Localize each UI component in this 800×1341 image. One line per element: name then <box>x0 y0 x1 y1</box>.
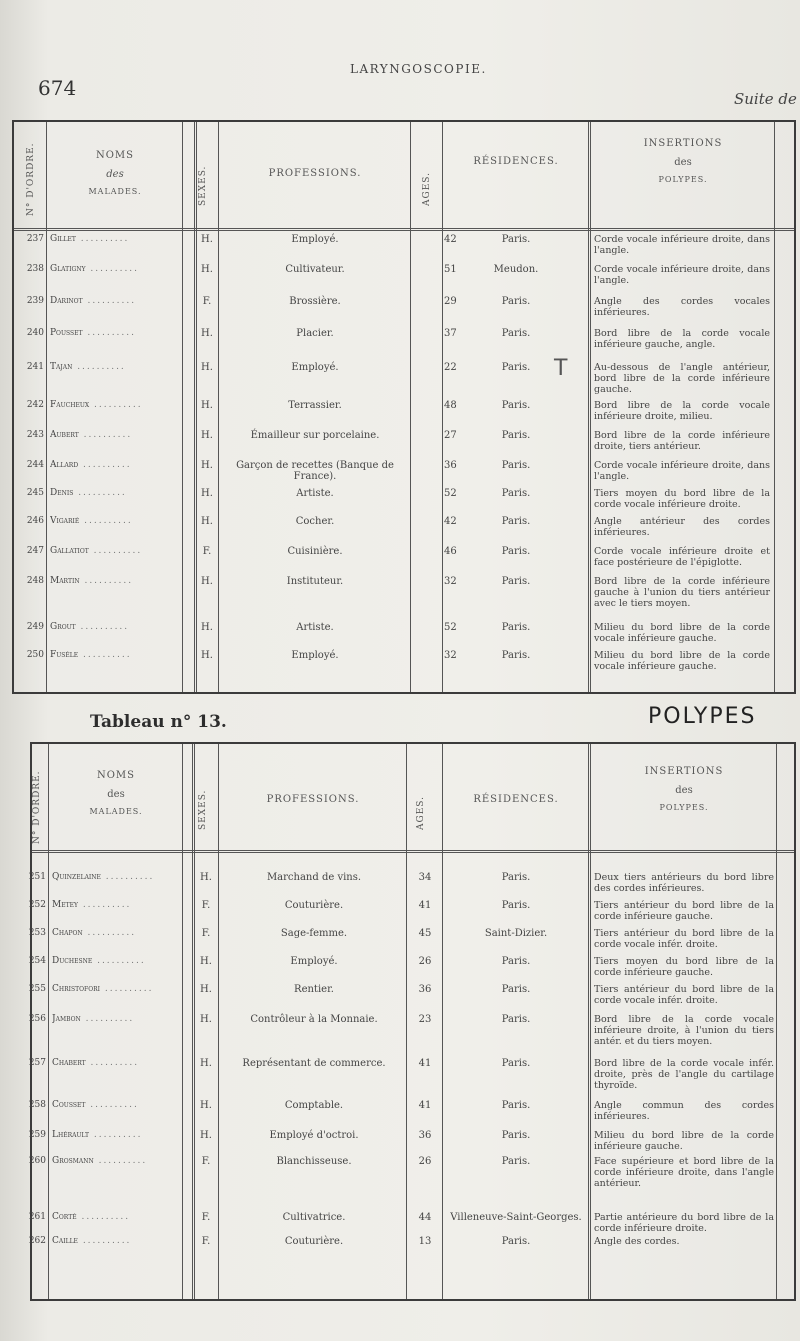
polyp-insertion: Bord libre de la corde vocale inférieure droite, à l'union du tiers antér. et du tiers moyen. <box>594 1014 774 1047</box>
patient-name: Metey .......... <box>52 900 132 910</box>
row-number: 255 <box>28 984 46 994</box>
header-residences: RÉSIDENCES. <box>473 156 559 167</box>
patient-sex: F. <box>201 928 211 939</box>
patient-residence: Paris. <box>501 488 531 499</box>
patient-sex: H. <box>200 872 212 883</box>
patient-age: 41 <box>418 900 432 911</box>
row-number: 249 <box>26 622 44 632</box>
patient-sex: H. <box>201 650 213 661</box>
patient-age: 36 <box>418 984 432 995</box>
header-ages: AGES. <box>422 172 432 206</box>
patient-sex: H. <box>201 264 213 275</box>
patient-profession: Comptable. <box>284 1100 344 1111</box>
row-number: 245 <box>26 488 44 498</box>
patient-residence: Paris. <box>501 460 531 471</box>
row-number: 243 <box>26 430 44 440</box>
table-title: Tableau n° 13. <box>90 712 227 732</box>
patient-name: Lhérault .......... <box>52 1130 143 1140</box>
patient-name: Gallatiot .......... <box>50 546 143 556</box>
patient-name: Caille .......... <box>52 1236 132 1246</box>
polyp-insertion: Milieu du bord libre de la corde vocale inférieure gauche. <box>594 650 770 672</box>
patient-sex: H. <box>201 234 213 245</box>
patient-sex: H. <box>201 400 213 411</box>
header-order: N° D'ORDRE. <box>26 142 36 216</box>
patient-age: 41 <box>418 1100 432 1111</box>
patient-name: Darinot .......... <box>50 296 137 306</box>
patient-profession: Marchand de vins. <box>266 872 362 883</box>
polyp-insertion: Tiers antérieur du bord libre de la corde vocale infér. droite. <box>594 984 774 1006</box>
patient-sex: H. <box>201 488 213 499</box>
table-heading: POLYPES <box>648 704 757 729</box>
patient-residence: Paris. <box>501 956 531 967</box>
polyp-insertion: Corde vocale inférieure droite, dans l'angle. <box>594 264 770 286</box>
patient-sex: F. <box>202 296 212 307</box>
polyp-insertion: Bord libre de la corde vocale inférieure gauche, angle. <box>594 328 770 350</box>
patient-profession: Garçon de recettes (Banque de France). <box>236 460 394 482</box>
patient-profession: Représentant de commerce. <box>242 1058 386 1069</box>
patient-profession: Terrassier. <box>288 400 342 411</box>
patient-residence: Paris. <box>501 1100 531 1111</box>
patient-sex: H. <box>201 430 213 441</box>
header-order-2: N° D'ORDRE. <box>32 770 42 844</box>
row-number: 247 <box>26 546 44 556</box>
row-number: 240 <box>26 328 44 338</box>
polyp-insertion: Face supérieure et bord libre de la corde inférieure droite, dans l'angle antérieur. <box>594 1156 774 1189</box>
patient-sex: F. <box>201 1236 211 1247</box>
patient-sex: F. <box>201 1212 211 1223</box>
patient-profession: Cultivatrice. <box>282 1212 346 1223</box>
patient-residence: Paris. <box>501 296 531 307</box>
row-number: 239 <box>26 296 44 306</box>
patient-name: Chapon .......... <box>52 928 137 938</box>
polyp-insertion: Tiers moyen du bord libre de la corde inférieure gauche. <box>594 956 774 978</box>
patient-age: 45 <box>418 928 432 939</box>
row-number: 254 <box>28 956 46 966</box>
patient-residence: Paris. <box>501 1058 531 1069</box>
table-13 <box>30 742 796 1301</box>
row-number: 260 <box>28 1156 46 1166</box>
patient-residence: Paris. <box>501 1014 531 1025</box>
row-number: 248 <box>26 576 44 586</box>
patient-name: Martin .......... <box>50 576 134 586</box>
row-number: 241 <box>26 362 44 372</box>
row-number: 250 <box>26 650 44 660</box>
polyp-insertion: Au-dessous de l'angle antérieur, bord libre de la corde inférieure gauche. <box>594 362 770 395</box>
patient-residence: Paris. <box>501 872 531 883</box>
row-number: 246 <box>26 516 44 526</box>
polyp-insertion: Bord libre de la corde vocale inférieure droite, milieu. <box>594 400 770 422</box>
header-residences-2: RÉSIDENCES. <box>473 794 559 805</box>
patient-age: 34 <box>418 872 432 883</box>
patient-profession: Instituteur. <box>286 576 344 587</box>
patient-age: 41 <box>418 1058 432 1069</box>
patient-profession: Artiste. <box>296 488 334 499</box>
row-number: 257 <box>28 1058 46 1068</box>
patient-profession: Employé d'octroi. <box>269 1130 359 1141</box>
patient-sex: H. <box>201 576 213 587</box>
patient-profession: Contrôleur à la Monnaie. <box>250 1014 378 1025</box>
patient-residence: Paris. <box>501 362 531 373</box>
polyp-insertion: Milieu du bord libre de la corde inférieure gauche. <box>594 1130 774 1152</box>
patient-residence: Paris. <box>501 576 531 587</box>
patient-name: Pousset .......... <box>50 328 137 338</box>
patient-profession: Employé. <box>290 956 338 967</box>
patient-name: Gillet .......... <box>50 234 130 244</box>
row-number: 242 <box>26 400 44 410</box>
patient-sex: F. <box>201 1156 211 1167</box>
polyp-insertion: Bord libre de la corde inférieure gauche à l'union du tiers antérieur avec le tiers moyen. <box>594 576 770 609</box>
row-number: 253 <box>28 928 46 938</box>
polyp-insertion: Corde vocale inférieure droite et face postérieure de l'épiglotte. <box>594 546 770 568</box>
patient-profession: Couturière. <box>284 1236 344 1247</box>
patient-sex: H. <box>200 1058 212 1069</box>
patient-age: 13 <box>418 1236 432 1247</box>
patient-residence: Paris. <box>501 234 531 245</box>
patient-sex: H. <box>200 1014 212 1025</box>
polyp-insertion: Deux tiers antérieurs du bord libre des cordes inférieures. <box>594 872 774 894</box>
patient-profession: Cocher. <box>295 516 335 527</box>
patient-name: Fuséle .......... <box>50 650 132 660</box>
polyp-insertion: Milieu du bord libre de la corde vocale inférieure gauche. <box>594 622 770 644</box>
patient-profession: Sage-femme. <box>280 928 348 939</box>
patient-sex: H. <box>200 956 212 967</box>
patient-residence: Paris. <box>501 400 531 411</box>
polyp-insertion: Partie antérieure du bord libre de la corde inférieure droite. <box>594 1212 774 1234</box>
row-number: 251 <box>28 872 46 882</box>
patient-residence: Paris. <box>501 516 531 527</box>
polyp-insertion: Bord libre de la corde vocale infér. droite, près de l'angle du cartilage thyroïde. <box>594 1058 774 1091</box>
pencil-mark-icon: T <box>554 356 568 381</box>
patient-sex: F. <box>202 546 212 557</box>
patient-residence: Meudon. <box>493 264 539 275</box>
table-continued: N° D'ORDRE. NOMS des MALADES. SEXES. PROFESSIONS. AGES. RÉSIDENCES. INSERTIONS des POLYPES. 237 Gillet .......... H. Employé. 42 Paris. Corde vocale inférieure droite, dans l'angle. 238 Glatigny .......... H. Cultivateur. 51 Meudon. Corde vocale inférieure droite, dans l'angle. 239 Darinot .......... F. Brossière. 29 Paris. Angle des cordes vocales inférieures. 240 Pousset .......... H. Placier. 37 Paris. Bord libre de la corde vocale inférieure gauche, angle. 241 Tajan .......... H. Employé. 22 Paris. Au-dessous de l'angle antérieur, bord libre de la corde inférieure gauche. 242 Faucheux .......... H. Terrassier. 48 Paris. Bord libre de la corde vocale inférieure droite, milieu. 243 Aubert .......... H. Émailleur sur porcelaine. 27 Paris. Bord libre de la corde inférieure droite, tiers antérieur. 244 Allard .......... H. Garçon de recettes (Banque de France). 36 Paris. Corde vocale inférieure droite, dans l'angle. 245 Denis .......... H. Artiste. 52 Paris. Tiers moyen du bord libre de la corde vocale inférieure droite. 246 Vigarié .......... H. Cocher. 42 Paris. Angle antérieur des cordes inférieures. 247 Gallatiot .......... F. Cuisinière. 46 Paris. Corde vocale inférieure droite et face postérieure de l'épiglotte. 248 Martin .......... H. Instituteur. 32 Paris. Bord libre de la corde inférieure gauche à l'union du tiers antérieur avec le tiers moyen. 249 Grout .......... H. Artiste. 52 Paris. Milieu du bord libre de la corde vocale inférieure gauche. 250 Fuséle .......... H. Employé. 32 Paris. Milieu du bord libre de la corde vocale inférieure gauche. <box>12 120 796 694</box>
polyp-insertion: Corde vocale inférieure droite, dans l'angle. <box>594 460 770 482</box>
patient-residence: Saint-Dizier. <box>484 928 548 939</box>
patient-profession: Cuisinière. <box>287 546 343 557</box>
patient-profession: Artiste. <box>296 622 334 633</box>
patient-residence: Paris. <box>501 984 531 995</box>
running-head: LARYNGOSCOPIE. <box>350 62 487 76</box>
patient-residence: Paris. <box>501 622 531 633</box>
patient-name: Christofori .......... <box>52 984 154 994</box>
patient-residence: Villeneuve-Saint-Georges. <box>450 1212 582 1223</box>
polyp-insertion: Angle commun des cordes inférieures. <box>594 1100 774 1122</box>
header-insertions-2: INSERTIONS des POLYPES. <box>644 766 724 812</box>
patient-age: 36 <box>418 1130 432 1141</box>
patient-sex: H. <box>200 984 212 995</box>
row-number: 237 <box>26 234 44 244</box>
patient-sex: H. <box>201 362 213 373</box>
header-sexes-2: SEXES. <box>198 789 208 830</box>
patient-residence: Paris. <box>501 328 531 339</box>
patient-residence: Paris. <box>501 650 531 661</box>
header-ages-2: AGES. <box>416 796 426 830</box>
polyp-insertion: Tiers antérieur du bord libre de la corde inférieure gauche. <box>594 900 774 922</box>
patient-residence: Paris. <box>501 900 531 911</box>
patient-name: Allard .......... <box>50 460 132 470</box>
continued-label: Suite de <box>734 90 797 108</box>
patient-profession: Placier. <box>296 328 334 339</box>
patient-age: 26 <box>418 1156 432 1167</box>
polyp-insertion: Corde vocale inférieure droite, dans l'angle. <box>594 234 770 256</box>
polyp-insertion: Angle des cordes vocales inférieures. <box>594 296 770 318</box>
patient-profession: Employé. <box>291 234 339 245</box>
row-number: 261 <box>28 1212 46 1222</box>
patient-name: Aubert .......... <box>50 430 133 440</box>
patient-sex: H. <box>201 460 213 471</box>
patient-age: 23 <box>418 1014 432 1025</box>
header-names-2: NOMS des MALADES. <box>89 770 143 816</box>
row-number: 259 <box>28 1130 46 1140</box>
patient-sex: H. <box>200 1130 212 1141</box>
patient-name: Grout .......... <box>50 622 130 632</box>
patient-name: Chabert .......... <box>52 1058 140 1068</box>
row-number: 244 <box>26 460 44 470</box>
header-insertions: INSERTIONS des POLYPES. <box>643 138 723 184</box>
patient-name: Quinzelaine .......... <box>52 872 155 882</box>
patient-profession: Employé. <box>291 650 339 661</box>
patient-residence: Paris. <box>501 1156 531 1167</box>
patient-name: Cousset .......... <box>52 1100 139 1110</box>
patient-name: Duchesne .......... <box>52 956 146 966</box>
patient-sex: H. <box>201 622 213 633</box>
patient-sex: H. <box>201 516 213 527</box>
patient-profession: Couturière. <box>284 900 344 911</box>
patient-residence: Paris. <box>501 1236 531 1247</box>
polyp-insertion: Angle des cordes. <box>594 1236 680 1247</box>
patient-profession: Employé. <box>291 362 339 373</box>
patient-residence: Paris. <box>501 430 531 441</box>
patient-name: Vigarié .......... <box>50 516 133 526</box>
patient-residence: Paris. <box>501 546 531 557</box>
header-sexes: SEXES. <box>198 165 208 206</box>
patient-name: Jambon .......... <box>52 1014 135 1024</box>
patient-age: 26 <box>418 956 432 967</box>
page-number: 674 <box>38 76 77 100</box>
polyp-insertion: Tiers moyen du bord libre de la corde vocale inférieure droite. <box>594 488 770 510</box>
patient-profession: Brossière. <box>289 296 341 307</box>
patient-residence: Paris. <box>501 1130 531 1141</box>
patient-sex: H. <box>200 1100 212 1111</box>
row-number: 238 <box>26 264 44 274</box>
patient-name: Corté .......... <box>52 1212 131 1222</box>
patient-profession: Émailleur sur porcelaine. <box>250 430 380 441</box>
row-number: 258 <box>28 1100 46 1110</box>
polyp-insertion: Angle antérieur des cordes inférieures. <box>594 516 770 538</box>
patient-name: Glatigny .......... <box>50 264 140 274</box>
patient-name: Grosmann .......... <box>52 1156 148 1166</box>
header-names: NOMS des MALADES. <box>88 150 142 196</box>
patient-sex: F. <box>201 900 211 911</box>
row-number: 256 <box>28 1014 46 1024</box>
patient-name: Faucheux .......... <box>50 400 143 410</box>
header-professions-2: PROFESSIONS. <box>266 794 360 805</box>
polyp-insertion: Tiers antérieur du bord libre de la corde vocale infér. droite. <box>594 928 774 950</box>
header-professions: PROFESSIONS. <box>268 168 362 179</box>
patient-profession: Cultivateur. <box>285 264 345 275</box>
patient-age: 44 <box>418 1212 432 1223</box>
polyp-insertion: Bord libre de la corde inférieure droite, tiers antérieur. <box>594 430 770 452</box>
patient-profession: Blanchisseuse. <box>276 1156 352 1167</box>
row-number: 262 <box>28 1236 46 1246</box>
patient-name: Denis .......... <box>50 488 127 498</box>
row-number: 252 <box>28 900 46 910</box>
patient-name: Tajan .......... <box>50 362 126 372</box>
patient-sex: H. <box>201 328 213 339</box>
patient-profession: Rentier. <box>294 984 334 995</box>
